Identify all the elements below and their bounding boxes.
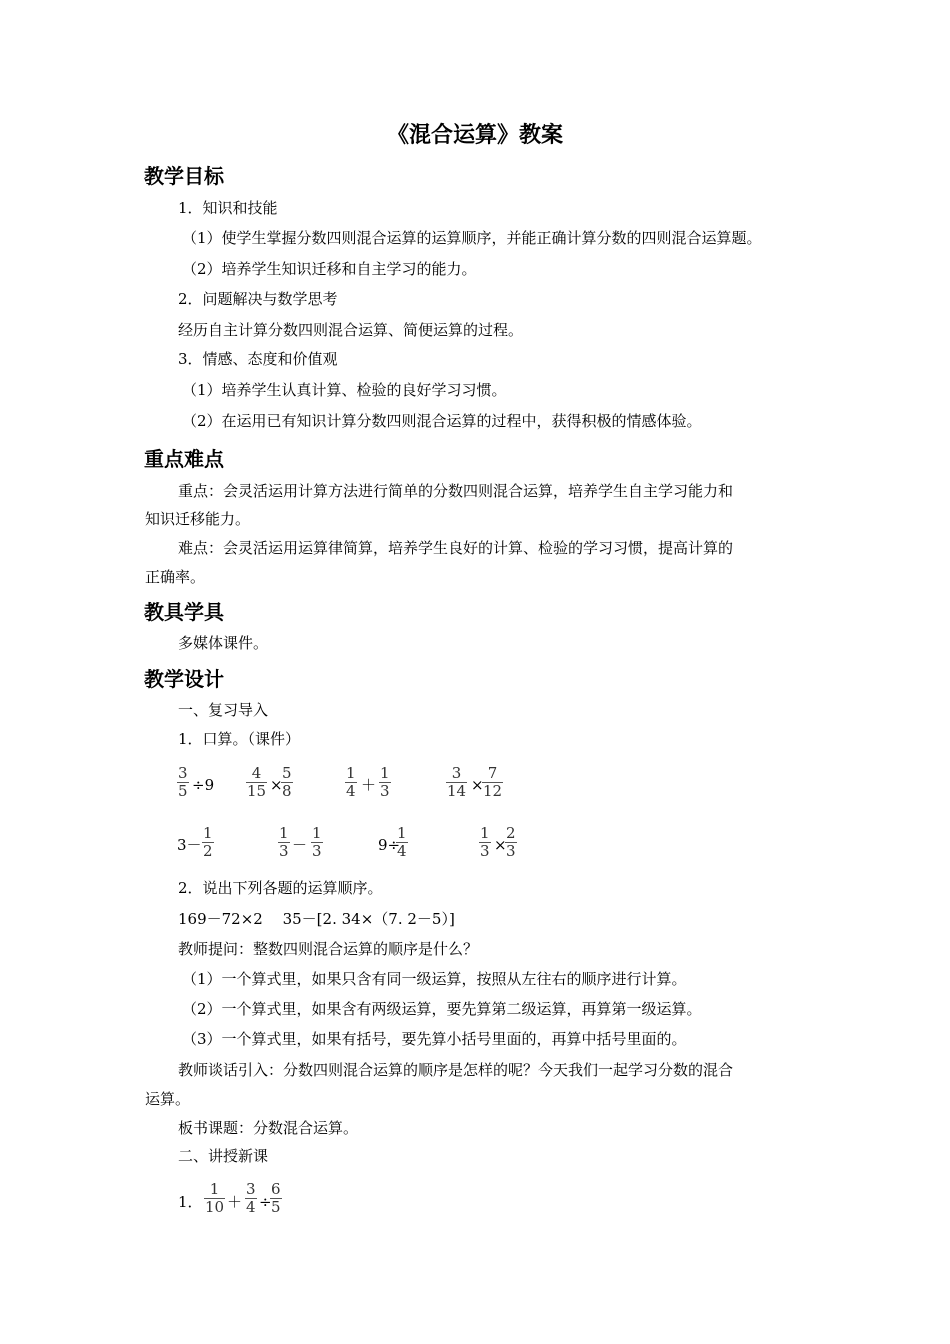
board-title: 板书课题：分数混合运算。 <box>178 1119 359 1137</box>
goal-item: 经历自主计算分数四则混合运算、简便运算的过程。 <box>178 321 524 339</box>
operator: ＋ <box>227 1193 243 1211</box>
focus-text-cont: 知识迁移能力。 <box>145 510 251 528</box>
fraction: $\frac{1}{3}$ <box>279 824 289 860</box>
goal-item: （1）使学生掌握分数四则混合运算的运算顺序，并能正确计算分数的四则混合运算题。 <box>182 229 762 247</box>
order-expressions: 169－72×2 35－[2. 34×（7. 2－5）] <box>178 910 455 928</box>
fraction: $\frac{1}{10}$ <box>205 1180 225 1216</box>
rule-item: （2）一个算式里，如果含有两级运算，要先算第二级运算，再算第一级运算。 <box>182 1000 702 1018</box>
goal-item: （2）培养学生知识迁移和自主学习的能力。 <box>182 260 477 278</box>
fraction: $\frac{7}{12}$ <box>483 764 503 800</box>
goal-item: （2）在运用已有知识计算分数四则混合运算的过程中，获得积极的情感体验。 <box>182 412 702 430</box>
fraction: $\frac{3}{5}$ <box>178 764 188 800</box>
operator: 3－ <box>177 836 202 854</box>
operator: － <box>292 836 308 854</box>
operator: × <box>471 776 484 794</box>
heading-tools: 教具学具 <box>144 600 224 624</box>
example-label: 1． <box>178 1193 203 1211</box>
focus-text: 重点：会灵活运用计算方法进行简单的分数四则混合运算，培养学生自主学习能力和 <box>178 482 734 500</box>
heading-design: 教学设计 <box>144 667 224 691</box>
teacher-question: 教师提问：整数四则混合运算的顺序是什么？ <box>178 940 479 958</box>
fraction: $\frac{3}{4}$ <box>246 1180 256 1216</box>
operator: ＋ <box>361 776 377 794</box>
tools-text: 多媒体课件。 <box>178 634 269 652</box>
fraction: $\frac{1}{3}$ <box>380 764 390 800</box>
difficulty-text-cont: 正确率。 <box>145 568 206 586</box>
fraction: $\frac{1}{4}$ <box>346 764 356 800</box>
fraction: $\frac{5}{8}$ <box>282 764 292 800</box>
operator: × <box>494 836 507 854</box>
difficulty-text: 难点：会灵活运用运算律简算，培养学生良好的计算、检验的学习习惯，提高计算的 <box>178 539 734 557</box>
fraction: $\frac{1}{4}$ <box>397 824 407 860</box>
fraction: $\frac{6}{5}$ <box>271 1180 281 1216</box>
document-title: 《混合运算》教案 <box>386 123 563 148</box>
goal-item: 3．情感、态度和价值观 <box>178 350 338 368</box>
oral-calc-label: 1．口算。（课件） <box>178 730 301 748</box>
intro-text-cont: 运算。 <box>145 1090 191 1108</box>
order-question: 2．说出下列各题的运算顺序。 <box>178 879 383 897</box>
operator: ÷ <box>259 1193 272 1211</box>
goal-item: （1）培养学生认真计算、检验的良好学习习惯。 <box>182 381 507 399</box>
part-review: 一、复习导入 <box>178 701 269 719</box>
intro-text: 教师谈话引入：分数四则混合运算的顺序是怎样的呢？今天我们一起学习分数的混合 <box>178 1061 734 1079</box>
rule-item: （1）一个算式里，如果只含有同一级运算，按照从左往右的顺序进行计算。 <box>182 970 687 988</box>
operator: ÷9 <box>192 776 215 794</box>
rule-item: （3）一个算式里，如果有括号，要先算小括号里面的，再算中括号里面的。 <box>182 1030 687 1048</box>
fraction: $\frac{1}{3}$ <box>480 824 490 860</box>
part-new-lesson: 二、讲授新课 <box>178 1147 269 1165</box>
operator: × <box>270 776 283 794</box>
goal-item: 1．知识和技能 <box>178 199 278 217</box>
fraction: $\frac{4}{15}$ <box>247 764 267 800</box>
operator: 9÷ <box>378 836 401 854</box>
heading-key-points: 重点难点 <box>144 447 224 471</box>
fraction: $\frac{1}{2}$ <box>203 824 213 860</box>
fraction: $\frac{2}{3}$ <box>506 824 516 860</box>
fraction: $\frac{3}{14}$ <box>447 764 467 800</box>
fraction: $\frac{1}{3}$ <box>312 824 322 860</box>
heading-goals: 教学目标 <box>144 164 224 188</box>
goal-item: 2．问题解决与数学思考 <box>178 290 338 308</box>
